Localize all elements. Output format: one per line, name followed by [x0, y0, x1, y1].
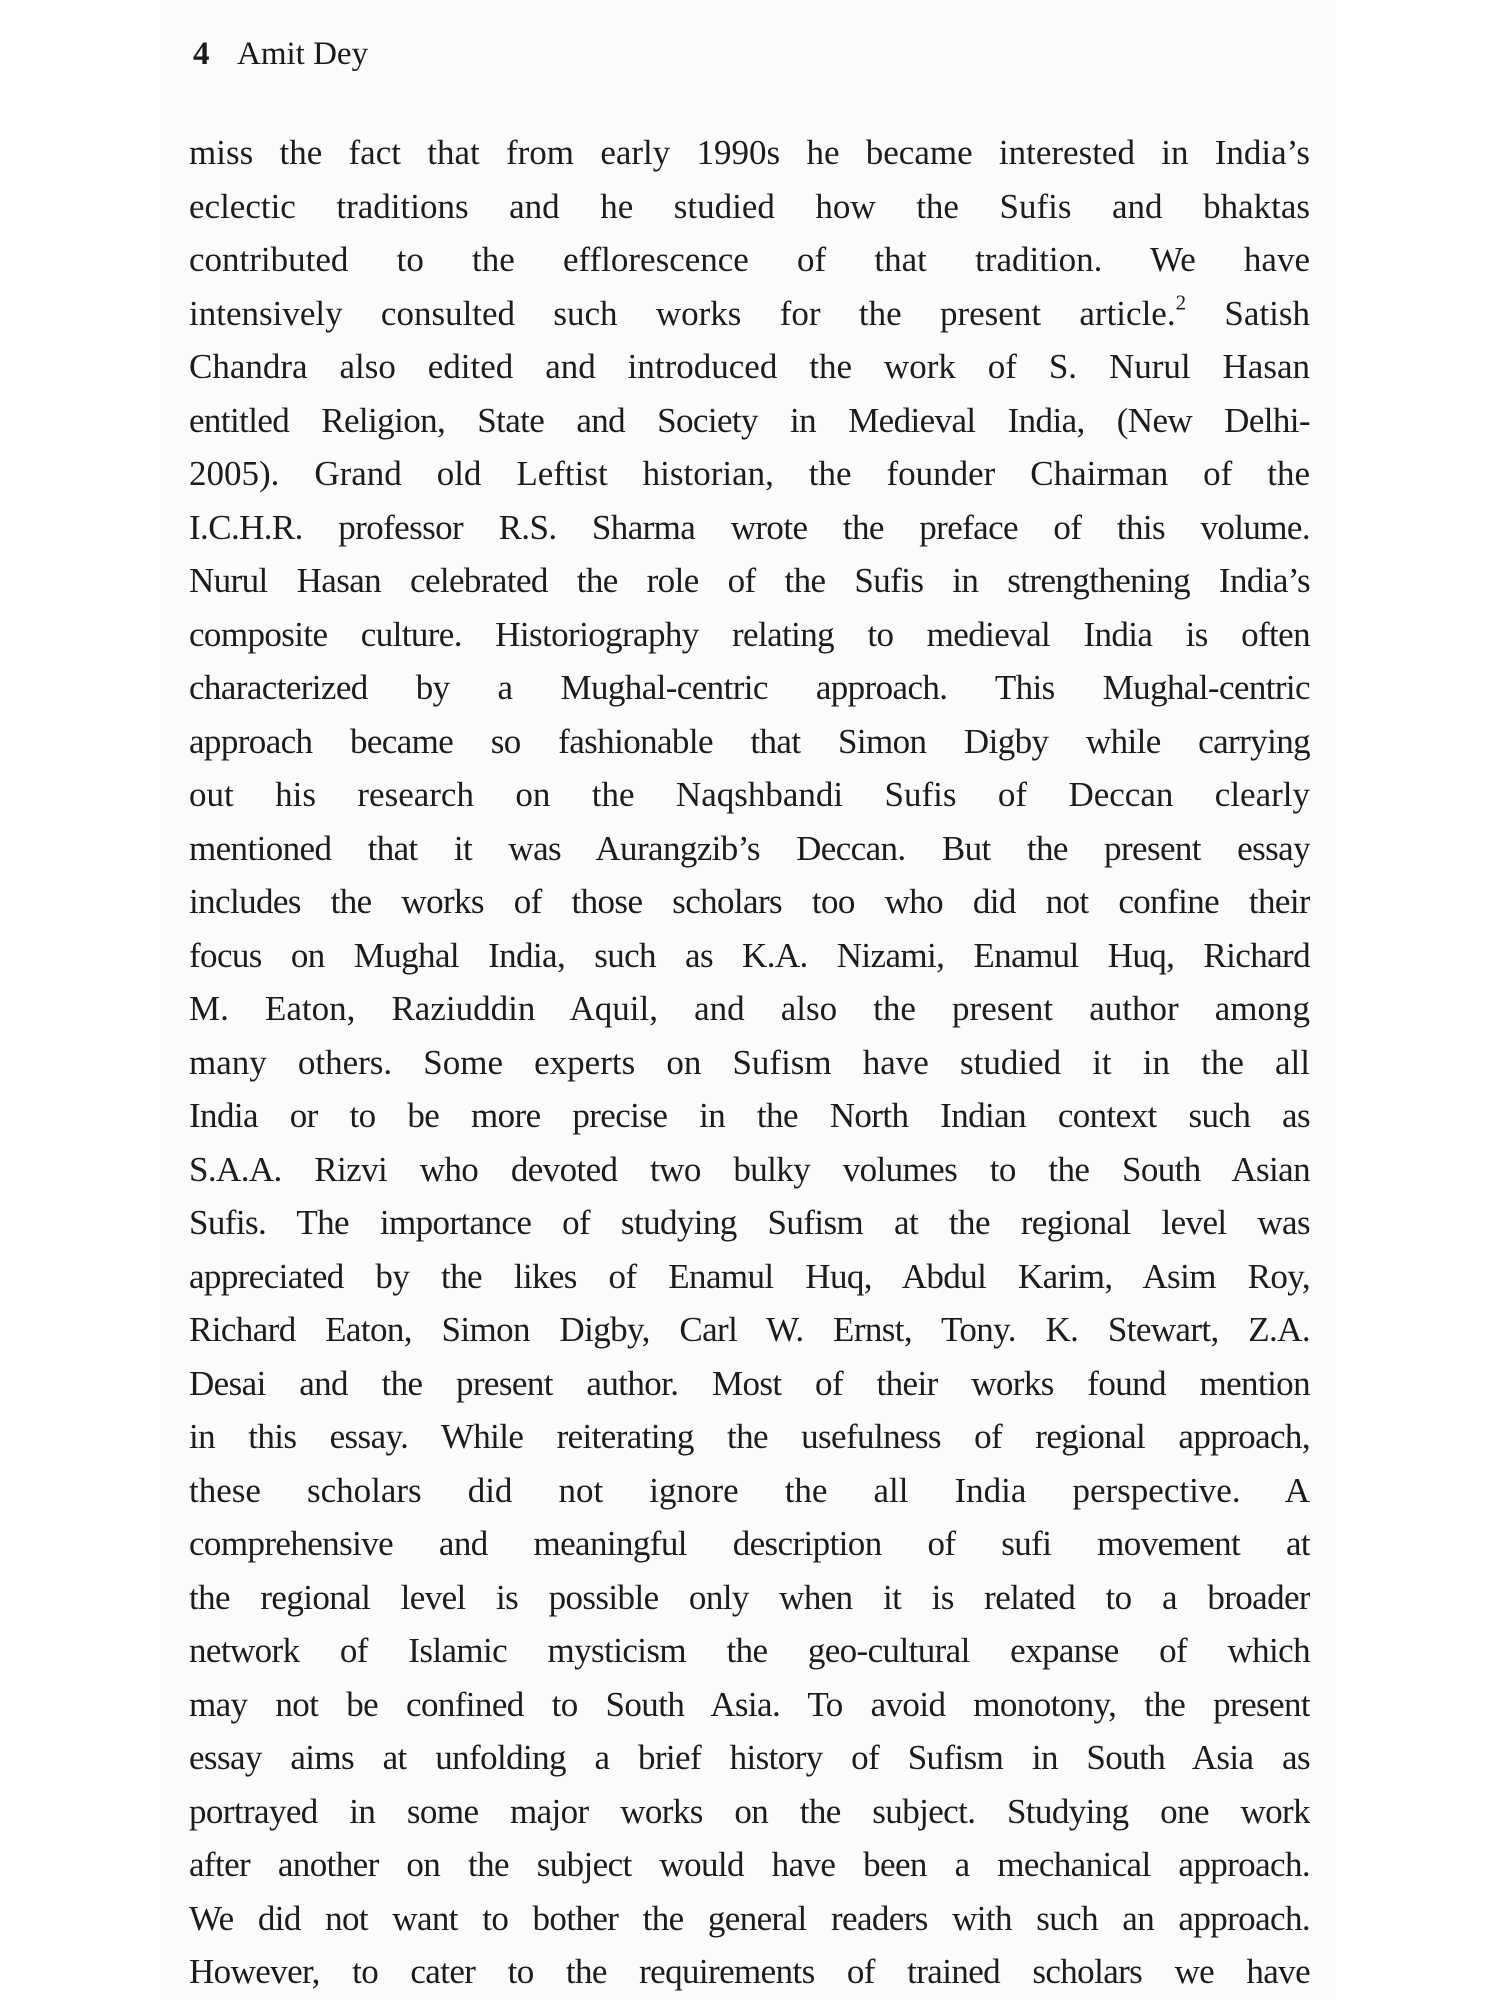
text-line: appreciated by the likes of Enamul Huq, Abdul Karim, Asim Roy, — [189, 1256, 1310, 1296]
text-line: may not be confined to South Asia. To avoid monotony, the present — [189, 1684, 1310, 1724]
text-line: the regional level is possible only when it is related to a broader — [189, 1577, 1310, 1617]
text-line: miss the fact that from early 1990s he became interested in India’s — [189, 133, 1310, 172]
text-line: India or to be more precise in the North Indian context such as — [189, 1096, 1310, 1135]
text-line: M. Eaton, Raziuddin Aquil, and also the present author among — [189, 989, 1310, 1028]
text-line: entitled Religion, State and Society in Medieval India, (New Delhi- — [189, 400, 1310, 440]
text-line: Sufis. The importance of studying Sufism at the regional level was — [189, 1203, 1310, 1242]
text-line: characterized by a Mughal-centric approach. This Mughal-centric — [189, 668, 1310, 707]
text-line: eclectic traditions and he studied how the Sufis and bhaktas — [189, 186, 1310, 226]
text-line: Desai and the present author. Most of their works found mention — [189, 1363, 1310, 1403]
text-line: after another on the subject would have been a mechanical approach. — [189, 1845, 1310, 1884]
text-line: We did not want to bother the general readers with such an approach. — [189, 1898, 1310, 1938]
page-number: 4 — [193, 36, 210, 72]
text-line: essay aims at unfolding a brief history of Sufism in South Asia as — [189, 1738, 1310, 1777]
text-line-part: Satish — [1224, 293, 1310, 333]
text-line: these scholars did not ignore the all India perspective. A — [189, 1470, 1310, 1510]
text-line: portrayed in some major works on the subject. Studying one work — [189, 1791, 1310, 1831]
text-line: in this essay. While reiterating the usefulness of regional approach, — [189, 1417, 1310, 1456]
text-line: However, to cater to the requirements of trained scholars we have — [189, 1952, 1310, 1991]
text-line: many others. Some experts on Sufism have studied it in the all — [189, 1042, 1310, 1082]
body-paragraph — [189, 126, 1310, 1999]
text-line: comprehensive and meaningful description of sufi movement at — [189, 1524, 1310, 1563]
text-line: includes the works of those scholars too who did not confine their — [189, 882, 1310, 921]
text-line: S.A.A. Rizvi who devoted two bulky volumes to the South Asian — [189, 1149, 1310, 1189]
text-line: composite culture. Historiography relating to medieval India is often — [189, 614, 1310, 654]
text-line: focus on Mughal India, such as K.A. Nizami, Enamul Huq, Richard — [189, 935, 1310, 975]
text-line: mentioned that it was Aurangzib’s Deccan. But the present essay — [189, 828, 1310, 868]
text-line: Richard Eaton, Simon Digby, Carl W. Ernst, Tony. K. Stewart, Z.A. — [189, 1310, 1310, 1349]
text-line: out his research on the Naqshbandi Sufis of Deccan clearly — [189, 775, 1310, 814]
text-line: network of Islamic mysticism the geo-cultural expanse of which — [189, 1631, 1310, 1670]
text-line: Nurul Hasan celebrated the role of the Sufis in strengthening India’s — [189, 561, 1310, 600]
book-page — [160, 0, 1336, 2000]
text-line: 2005). Grand old Leftist historian, the founder Chairman of the — [189, 454, 1310, 493]
text-line-with-footnote — [189, 287, 1310, 341]
text-line: I.C.H.R. professor R.S. Sharma wrote the preface of this volume. — [189, 507, 1310, 547]
author-name: Amit Dey — [237, 36, 369, 72]
footnote-marker[interactable]: 2 — [1175, 289, 1187, 314]
text-line: Chandra also edited and introduced the work of S. Nurul Hasan — [189, 347, 1310, 386]
text-line: contributed to the efflorescence of that tradition. We have — [189, 240, 1310, 279]
text-line: approach became so fashionable that Simon Digby while carrying — [189, 721, 1310, 761]
running-head — [193, 32, 368, 76]
text-line-part: intensively consulted such works for the present article. — [189, 293, 1176, 333]
